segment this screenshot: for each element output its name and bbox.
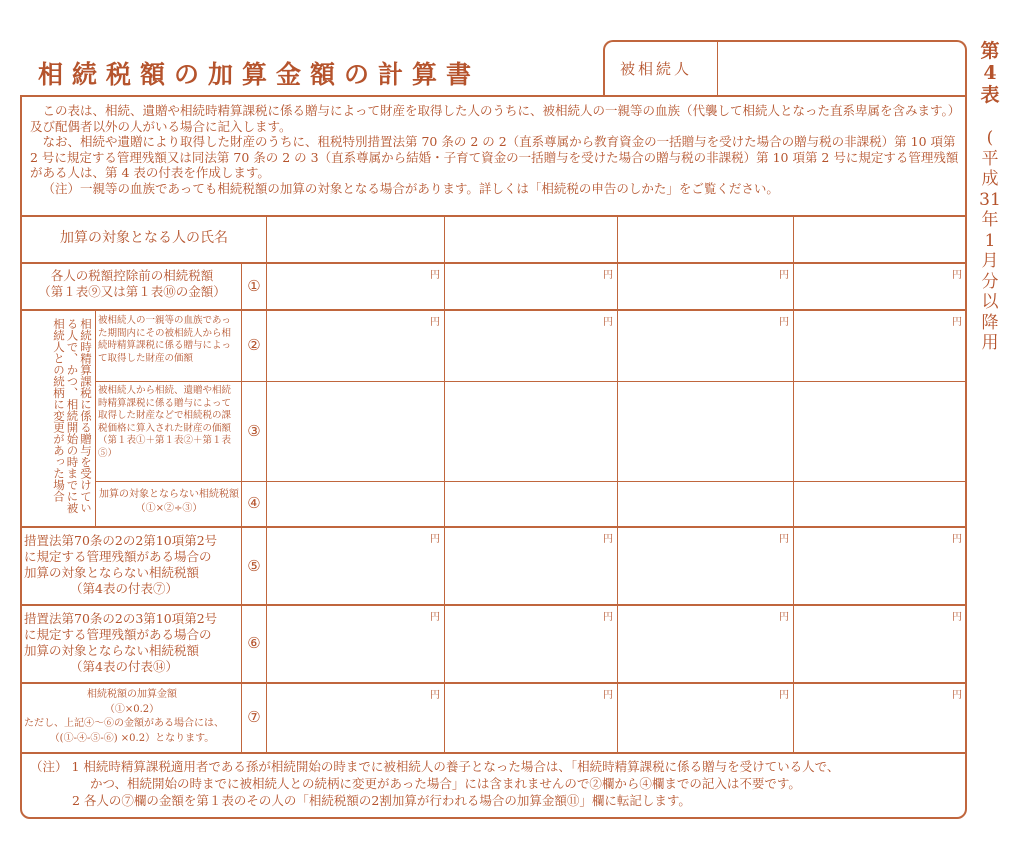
divider (22, 604, 966, 606)
yen-label: 円 (430, 612, 440, 623)
row2-amount-input-1[interactable] (268, 312, 442, 380)
row1-amount-input-1[interactable] (268, 265, 442, 308)
divider (22, 752, 966, 754)
footer-notes (30, 758, 962, 809)
name-row-label: 加算の対象となる人の氏名 (60, 230, 228, 246)
row1-amount-input-4[interactable] (795, 265, 965, 308)
divider (717, 40, 718, 96)
yen-label: 円 (430, 690, 440, 701)
row6-number: ⑥ (247, 634, 261, 652)
decedent-label: 被相続人 (620, 60, 693, 78)
note-2: 2 各人の⑦欄の金額を第１表のその人の「相続税額の2割加算が行われる場合の加算金額⑪」欄に転記します。 (72, 793, 691, 808)
row2-amount-input-4[interactable] (795, 312, 965, 380)
table-number: 第 4 表 (980, 40, 1000, 106)
row3-number: ③ (247, 422, 261, 440)
group-vertical-label: 相続時精算課税に係る贈与を受けている人で、かつ、相続開始の時までに被相続人との続柄に変更があった場合 (52, 318, 93, 514)
row4-number: ④ (247, 494, 261, 512)
row7-amount-input-1[interactable] (268, 698, 442, 750)
yen-label: 円 (779, 534, 789, 545)
yen-label: 円 (603, 317, 613, 328)
row3-amount-input-2[interactable] (446, 383, 615, 480)
yen-label: 円 (603, 270, 613, 281)
row3-amount-input-3[interactable] (619, 383, 791, 480)
divider (95, 381, 966, 382)
row1-number: ① (247, 277, 261, 295)
yen-label: 円 (779, 612, 789, 623)
name-input-2[interactable] (446, 218, 615, 261)
yen-label: 円 (779, 270, 789, 281)
note-1-line-2: かつ、相続開始の時までに被相続人との続柄に変更があった場合」には含まれませんので②欄から④欄までの記入は不要です。 (90, 776, 801, 791)
row2-label: 被相続人の一親等の血族であった期間内にその被相続人から相続時精算課税に係る贈与によって取得した財産の価額 (98, 315, 232, 364)
divider (22, 215, 966, 217)
yen-label: 円 (952, 612, 962, 623)
name-input-4[interactable] (795, 218, 965, 261)
name-input-1[interactable] (268, 218, 442, 261)
yen-label: 円 (952, 317, 962, 328)
yen-label: 円 (952, 534, 962, 545)
instruction-p1: この表は、相続、遺贈や相続時精算課税に係る贈与によって財産を取得した人のうちに、被相続人の一親等の血族（代襲して相続人となった直系卑属を含みます。）及び配偶者以外の人がいる場合に記入します。 (30, 103, 961, 134)
yen-label: 円 (952, 270, 962, 281)
row2-amount-input-3[interactable] (619, 312, 791, 380)
row6-amount-input-3[interactable] (619, 620, 791, 680)
divider (22, 682, 966, 684)
divider (266, 216, 267, 753)
row4-amount-input-1[interactable] (268, 483, 442, 525)
divider (95, 310, 96, 527)
yen-label: 円 (430, 270, 440, 281)
row7-label: 相続税額の加算金額 （①×0.2） ただし、上記④～⑥の金額がある場合には、 （(①-④-⑤-⑥) ×0.2）となります。 (24, 689, 224, 744)
row7-number: ⑦ (247, 708, 261, 726)
instructions (30, 103, 962, 196)
divider (444, 216, 445, 753)
row4-amount-input-3[interactable] (619, 483, 791, 525)
row5-label: 措置法第70条の2の2第10項第2号 に規定する管理残額がある場合の 加算の対象とならない相続税額 （第4表の付表⑦） (24, 533, 218, 596)
row5-amount-input-2[interactable] (446, 542, 615, 602)
form-title: 相続税額の加算金額の計算書 (38, 60, 481, 89)
row7-amount-input-2[interactable] (446, 698, 615, 750)
yen-label: 円 (779, 690, 789, 701)
row6-amount-input-4[interactable] (795, 620, 965, 680)
yen-label: 円 (952, 690, 962, 701)
row7-amount-input-4[interactable] (795, 698, 965, 750)
row3-amount-input-1[interactable] (268, 383, 442, 480)
row1-label: 各人の税額控除前の相続税額 （第１表⑨又は第１表⑩の金額） (38, 268, 226, 299)
row4-label: 加算の対象とならない相続税額 （①×②÷③） (99, 489, 239, 514)
row4-amount-input-4[interactable] (795, 483, 965, 525)
row6-label: 措置法第70条の2の3第10項第2号 に規定する管理残額がある場合の 加算の対象とならない相続税額 （第4表の付表⑭） (24, 611, 218, 674)
row2-amount-input-2[interactable] (446, 312, 615, 380)
note-1-line-1: （注） 1 相続時精算課税適用者である孫が相続開始の時までに被相続人の養子となった場合は、「相続時精算課税に係る贈与を受けている人で、 (30, 759, 840, 774)
yen-label: 円 (603, 534, 613, 545)
row1-amount-input-2[interactable] (446, 265, 615, 308)
row4-amount-input-2[interactable] (446, 483, 615, 525)
row2-number: ② (247, 336, 261, 354)
divider (617, 216, 618, 753)
divider (241, 263, 242, 753)
row6-amount-input-2[interactable] (446, 620, 615, 680)
yen-label: 円 (603, 612, 613, 623)
divider (793, 216, 794, 753)
divider (22, 262, 966, 264)
yen-label: 円 (603, 690, 613, 701)
yen-label: 円 (430, 534, 440, 545)
instruction-p2: なお、相続や遺贈により取得した財産のうちに、租税特別措置法第 70 条の 2 の 2（直系尊属から教育資金の一括贈与を受けた場合の贈与税の非課税）第 10 項第 2 号に規定する管理残額又は同法第 70 条の 2 の 3（直系尊属から結婚・子育て資金の一括贈与を受けた場合の贈与税の非課税）第 10 項第 2 号に規定する管理残額がある人は、第 4 表の付表を作成します。 (30, 134, 959, 180)
row5-amount-input-1[interactable] (268, 542, 442, 602)
divider (95, 481, 966, 482)
table-period: ( 平 成 31 年 1 月 分 以 降 用 (979, 128, 1001, 353)
row3-label: 被相続人から相続、遺贈や相続時精算課税に係る贈与によって取得した財産などで相続税の課税価格に算入された財産の価額（第１表①＋第１表②＋第１表⑤） (98, 385, 232, 459)
name-input-3[interactable] (619, 218, 791, 261)
decedent-name-input[interactable] (720, 42, 964, 94)
divider (22, 526, 966, 528)
row1-amount-input-3[interactable] (619, 265, 791, 308)
row6-amount-input-1[interactable] (268, 620, 442, 680)
row5-number: ⑤ (247, 557, 261, 575)
row5-amount-input-4[interactable] (795, 542, 965, 602)
row5-amount-input-3[interactable] (619, 542, 791, 602)
instruction-note: （注）一親等の血族であっても相続税額の加算の対象となる場合があります。詳しくは「相続税の申告のしかた」をご覧ください。 (42, 180, 779, 196)
row3-amount-input-4[interactable] (795, 383, 965, 480)
yen-label: 円 (779, 317, 789, 328)
yen-label: 円 (430, 317, 440, 328)
divider (22, 309, 966, 311)
row7-amount-input-3[interactable] (619, 698, 791, 750)
